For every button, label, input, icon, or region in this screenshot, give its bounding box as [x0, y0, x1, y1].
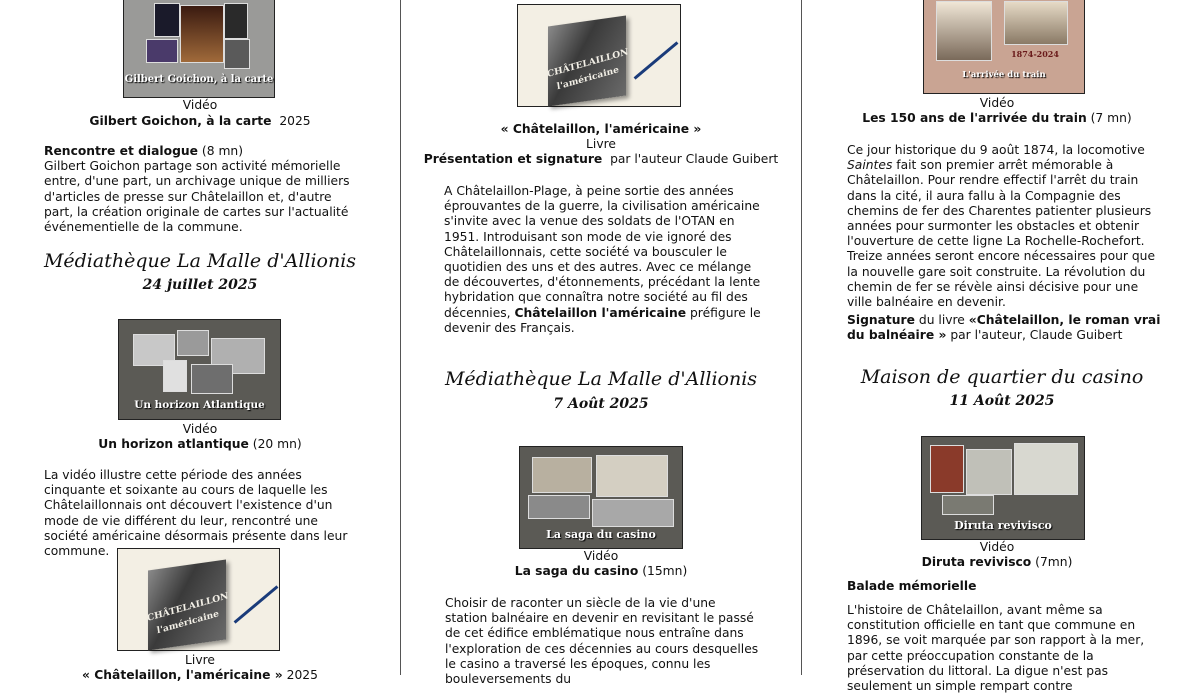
- video-duration: (20 mn): [252, 437, 302, 451]
- video-title-line: [401, 564, 801, 579]
- video-title-line: [802, 555, 1192, 570]
- book-title: « Châtelaillon, l'américaine »: [500, 122, 702, 136]
- video-thumbnail-diruta[interactable]: [921, 436, 1085, 540]
- column-left: [0, 0, 400, 682]
- video-duration: (8 mn): [201, 144, 244, 158]
- book-cover-americaine[interactable]: [517, 4, 681, 107]
- media-type-label: Livre: [586, 137, 616, 151]
- video-subtitle: Rencontre et dialogue: [44, 144, 198, 158]
- video-description: Choisir de raconter un siècle de la vie d'une station balnéaire en devenir en revisitant le passé de cet édifice emblématique nous entraîne dans l'exploration de ces décennies au cours desquelles le casino a traversé les époques, connu les bouleversements du: [445, 596, 759, 687]
- video-title-line: [802, 111, 1192, 126]
- video-title: Gilbert Goichon, à la carte: [89, 114, 272, 128]
- video-description: Gilbert Goichon partage son activité mémorielle entre, d'une part, un archivage unique de milliers d'articles de presse sur Châtelaillon et, d'autre part, la création originale de cartes sur l'actualité événementielle de la commune.: [44, 159, 350, 235]
- video-duration: (15mn): [642, 564, 688, 578]
- media-type-label: Vidéo: [979, 96, 1015, 110]
- book-author: par l'auteur Claude Guibert: [610, 152, 779, 166]
- book-subtitle-line: [401, 152, 801, 167]
- event-date: 7 Août 2025: [553, 396, 649, 412]
- book-title-line: [0, 668, 400, 683]
- video-duration: (7mn): [1035, 555, 1073, 569]
- book-cover-americaine[interactable]: [117, 548, 280, 651]
- thumbnail-caption: L'arrivée du train: [962, 69, 1046, 80]
- column-middle: [401, 0, 801, 687]
- video-subtitle: Balade mémorielle: [847, 579, 977, 593]
- video-title: Diruta revivisco: [921, 555, 1032, 569]
- video-thumbnail-goichon[interactable]: [123, 0, 275, 98]
- thumbnail-years: 1874-2024: [1011, 49, 1059, 59]
- book-description: A Châtelaillon-Plage, à peine sortie des années éprouvantes de la guerre, la civilisation américaine s'invite avec la venue des soldats de l'OTAN en 1951. Introduisant son mode de vie ignoré des Châtelaillonnais, cette société va bousculer le quotidien des uns et des autres. Avec ce mélange de découvertes, d'étonnements, précédant la lente hybridation que connaîtra notre société au fil des décennies, Châtelaillon l'américaine préfigure le devenir des Français.: [444, 184, 761, 335]
- venue-heading: Médiathèque La Malle d'Allionis: [43, 250, 357, 272]
- venue-heading: Maison de quartier du casino: [860, 366, 1144, 388]
- thumbnail-caption: La saga du casino: [546, 527, 656, 541]
- event-date: 24 juillet 2025: [142, 277, 258, 293]
- thumbnail-caption: Un horizon Atlantique: [134, 398, 265, 411]
- book-title: « Châtelaillon, l'américaine »: [82, 668, 283, 682]
- media-type-label: Vidéo: [979, 540, 1015, 554]
- thumbnail-caption: Diruta revivisco: [954, 518, 1052, 532]
- media-type-label: Vidéo: [583, 549, 619, 563]
- signature-label: Signature: [847, 313, 915, 327]
- signature-book-title: «Châtelaillon, le roman vrai du balnéaire »: [847, 313, 1161, 343]
- book-description-emphasis: Châtelaillon l'américaine: [514, 305, 687, 320]
- thumbnail-caption: Gilbert Goichon, à la carte: [124, 73, 274, 85]
- venue-heading: Médiathèque La Malle d'Allionis: [444, 368, 758, 390]
- media-type-label: Vidéo: [182, 98, 218, 112]
- video-description: L'histoire de Châtelaillon, avant même sa constitution officielle en tant que commune en 1896, se voit marquée par son rapport à la mer, par cette préoccupation constante de la préservation du littoral. La digue n'est pas seulement un simple rempart contre: [847, 603, 1145, 694]
- column-right: [802, 0, 1200, 694]
- signature-notice: Signature du livre «Châtelaillon, le roman vrai du balnéaire » par l'auteur, Claude Guibert: [847, 313, 1161, 343]
- event-date: 11 Août 2025: [949, 393, 1055, 409]
- video-description: Ce jour historique du 9 août 1874, la locomotive Saintes fait son premier arrêt mémorable à Châtelaillon. Pour rendre effectif l'arrêt du train dans la cité, il aura fallu à la Compagnie des chemins de fer des Charentes patienter plusieurs années pour surmonter les obstacles et obtenir l'ouverture de cette ligne La Rochelle-Rochefort. Treize années seront encore nécessaires pour que la nouvelle gare soit construite. La révolution du chemin de fer se révèle ainsi décisive pour une ville balnéaire en devenir.: [847, 143, 1156, 310]
- book-cover-title: CHÂTELAILLON l'américaine: [146, 591, 230, 637]
- video-thumbnail-horizon[interactable]: [118, 319, 281, 420]
- locomotive-name: Saintes: [847, 158, 893, 173]
- media-type-label: Vidéo: [182, 422, 218, 436]
- video-thumbnail-train[interactable]: [923, 0, 1085, 94]
- video-description-block: [44, 144, 364, 235]
- video-title-line: [0, 437, 400, 452]
- book-cover-title: CHÂTELAILLON l'américaine: [546, 47, 630, 93]
- video-year: 2025: [279, 114, 311, 128]
- video-thumbnail-casino[interactable]: [519, 446, 683, 549]
- book-year: 2025: [286, 668, 318, 682]
- video-title: Un horizon atlantique: [98, 437, 249, 451]
- video-title: Les 150 ans de l'arrivée du train: [862, 111, 1087, 125]
- video-description: La vidéo illustre cette période des années cinquante et soixante au cours de laquelle les Châtelaillonnais ont découvert l'existence d'un mode de vie différent du leur, rencontré une société américaine désormais présente dans leur commune.: [44, 468, 348, 559]
- book-subtitle: Présentation et signature: [423, 152, 603, 166]
- video-title: La saga du casino: [514, 564, 639, 578]
- media-type-label: Livre: [185, 653, 215, 667]
- video-title-line: [0, 114, 400, 129]
- video-duration: (7 mn): [1090, 111, 1132, 125]
